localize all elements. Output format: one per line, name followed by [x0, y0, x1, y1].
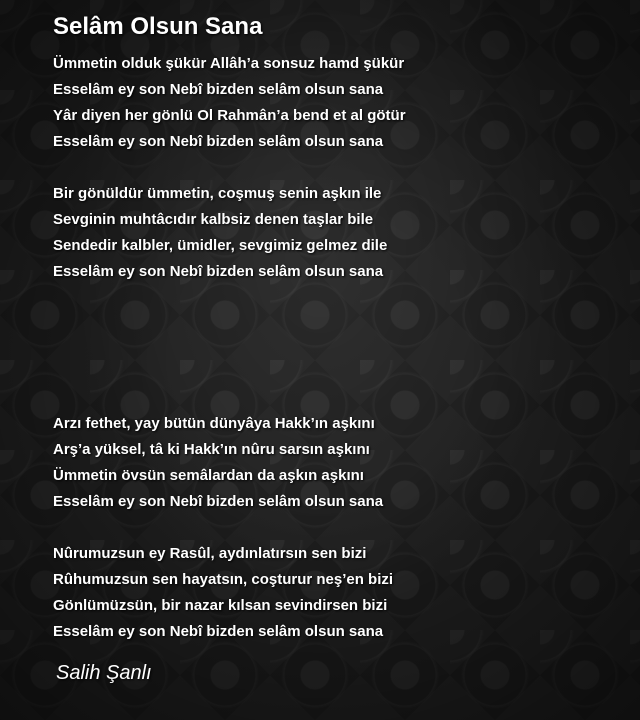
poem-line: Esselâm ey son Nebî bizden selâm olsun sana [53, 493, 384, 510]
stanza-3 [53, 411, 383, 515]
poem-author: Salih Şanlı [56, 662, 152, 684]
poem-line: Ümmetin övsün semâlardan da aşkın aşkını [53, 467, 364, 484]
poem-line: Arzı fethet, yay bütün dünyâya Hakk’ın aşkını [53, 415, 375, 432]
stanza-2 [53, 181, 387, 285]
poem-line: Sevginin muhtâcıdır kalbsiz denen taşlar bile [53, 211, 374, 228]
stanza-4 [53, 541, 393, 645]
poem-line: Esselâm ey son Nebî bizden selâm olsun sana [53, 623, 384, 640]
poem-line: Gönlümüzsün, bir nazar kılsan sevindirsen bizi [53, 597, 388, 614]
poem-line: Yâr diyen her gönlü Ol Rahmân’a bend et al götür [53, 107, 406, 124]
poem-line: Nûrumuzsun ey Rasûl, aydınlatırsın sen bizi [53, 545, 367, 562]
poem-line: Sendedir kalbler, ümidler, sevgimiz gelmez dile [53, 237, 388, 254]
poem-line: Esselâm ey son Nebî bizden selâm olsun sana [53, 133, 384, 150]
poem-line: Bir gönüldür ümmetin, coşmuş senin aşkın ile [53, 185, 382, 202]
poem-line: Arş’a yüksel, tâ ki Hakk’ın nûru sarsın aşkını [53, 441, 370, 458]
poem-line: Esselâm ey son Nebî bizden selâm olsun sana [53, 81, 384, 98]
poem-line: Ümmetin olduk şükür Allâh’a sonsuz hamd şükür [53, 55, 405, 72]
poem-line: Rûhumuzsun sen hayatsın, coşturur neş’en bizi [53, 571, 394, 588]
poem-title: Selâm Olsun Sana [53, 13, 263, 40]
stanza-1 [53, 51, 406, 155]
poem-line: Esselâm ey son Nebî bizden selâm olsun sana [53, 263, 384, 280]
